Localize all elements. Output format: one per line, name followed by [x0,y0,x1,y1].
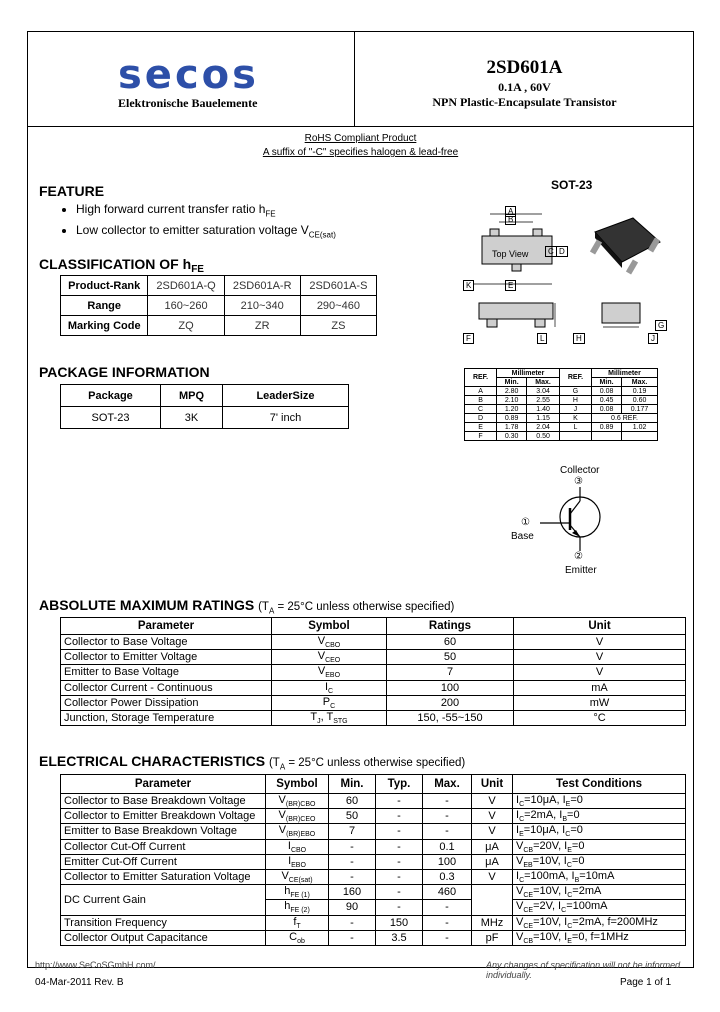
table-cell: 60 [387,635,514,650]
table-row [465,414,658,423]
table-row [61,775,686,794]
table-cell: $I_C=100mA$, $I_B=10mA$ [513,869,686,884]
table-cell: H [559,396,591,405]
table-cell: D [465,414,497,423]
table-cell: 1.20 [497,405,527,414]
table-cell: Collector Current - Continuous [61,680,272,695]
part-description: NPN Plastic-Encapsulate Transistor [432,95,617,109]
table-cell: Junction, Storage Temperature [61,710,272,725]
table-row [465,432,658,441]
table-cell: G [559,387,591,396]
table-cell: ZS [300,316,376,336]
table-cell: - [376,839,423,854]
table-cell: Collector to Emitter Saturation Voltage [61,869,266,884]
table-header: Typ. [376,775,423,794]
table-row [465,405,658,414]
table-cell: 90 [329,900,376,915]
table-header: MPQ [160,385,222,407]
table-cell: - [376,809,423,824]
table-cell: - [423,794,472,809]
table-cell: $h_{FE (1)}$ [266,885,329,900]
header-divider [354,31,355,127]
table-row [61,695,686,710]
table-header: Millimeter [497,369,560,378]
top-view-label: Top View [492,249,529,259]
package-label: SOT-23 [551,178,593,192]
table-cell: 3.04 [527,387,560,396]
table-cell: $V_{CE}=2V$, $I_C=100mA$ [513,900,686,915]
table-cell: - [423,915,472,930]
table-cell: 2.10 [497,396,527,405]
table-cell: - [376,854,423,869]
dim-label-k: K [463,280,474,291]
table-row [61,869,686,884]
footer-notice: Any changes of specification will not be informed individually. [486,960,681,980]
abs-max-title: ABSOLUTE MAXIMUM RATINGS ($T_A = 25^\circ C$ unless otherwise specified) [39,597,455,616]
table-cell: $I_E=10\mu A$, $I_C=0$ [513,824,686,839]
transistor-symbol [520,475,610,575]
table-cell: 60 [329,794,376,809]
table-cell: - [376,885,423,900]
table-row [61,296,377,316]
footer-page: Page 1 of 1 [620,977,672,988]
package-info-table [60,384,349,429]
table-cell: 210~340 [224,296,300,316]
table-row [61,680,686,695]
table-cell: V [514,650,686,665]
table-cell: $V_{CE}=10V$, $I_C=2mA$, f=200MHz [513,915,686,930]
part-number: 2SD601A [486,57,563,78]
table-row [61,618,686,635]
table-cell: 0.60 [622,396,658,405]
table-cell: V [472,869,513,884]
table-cell: Emitter to Base Breakdown Voltage [61,824,266,839]
table-header: REF. [465,369,497,387]
table-cell [559,432,591,441]
table-cell: $V_{CEO}$ [272,650,387,665]
table-cell: $I_{EBO}$ [266,854,329,869]
table-cell: 3.5 [376,930,423,945]
table-row [61,665,686,680]
table-row [61,794,686,809]
table-cell: 0.177 [622,405,658,414]
table-cell: 100 [387,680,514,695]
table-cell [472,885,513,915]
classification-title: CLASSIFICATION OF $h_{FE}$ [39,256,204,275]
table-cell [622,432,658,441]
table-header: Max. [622,378,658,387]
table-cell: 0.45 [591,396,621,405]
table-cell: 2SD601A-Q [148,276,224,296]
table-header: Parameter [61,618,272,635]
pin-emitter: ② [574,551,583,562]
table-row [465,369,658,378]
table-cell: 7 [387,665,514,680]
table-header: Unit [472,775,513,794]
table-cell: L [559,423,591,432]
table-cell: $V_{CB}=20V$, $I_E=0$ [513,839,686,854]
abs-max-table [60,617,686,726]
table-cell: Product-Rank [61,276,148,296]
table-header: Test Conditions [513,775,686,794]
table-cell: Transition Frequency [61,915,266,930]
table-cell: - [423,930,472,945]
table-header: Millimeter [591,369,657,378]
table-cell: V [472,794,513,809]
feature-item: • High forward current transfer ratio $h_{FE}$ [76,201,336,222]
table-cell: 0.50 [527,432,560,441]
table-cell: °C [514,710,686,725]
table-cell: Collector Cut-Off Current [61,839,266,854]
table-cell: ZQ [148,316,224,336]
table-cell: mW [514,695,686,710]
table-cell: K [559,414,591,423]
table-cell: Emitter to Base Voltage [61,665,272,680]
table-row [61,276,377,296]
table-cell: 150 [376,915,423,930]
table-row [61,915,686,930]
table-cell: - [376,824,423,839]
table-cell: $V_{EBO}$ [272,665,387,680]
table-cell: 160 [329,885,376,900]
table-cell [591,432,621,441]
table-cell: 290~460 [300,296,376,316]
table-cell: $I_C=10\mu A$, $I_E=0$ [513,794,686,809]
table-header: Symbol [272,618,387,635]
footer-date: 04-Mar-2011 Rev. B [35,977,124,988]
table-cell: $V_{(BR)CBO}$ [266,794,329,809]
table-cell: $I_C=2mA$, $I_B=0$ [513,809,686,824]
table-cell: Collector to Emitter Breakdown Voltage [61,809,266,824]
table-cell: 0.3 [423,869,472,884]
table-header: REF. [559,369,591,387]
footer-url: http://www.SeCoSGmbH.com/ [35,960,156,970]
table-row [61,930,686,945]
table-row [61,839,686,854]
table-header: Symbol [266,775,329,794]
collector-label: Collector [560,465,600,476]
table-cell: - [423,900,472,915]
table-cell: Marking Code [61,316,148,336]
table-row [465,387,658,396]
table-cell: 0.30 [497,432,527,441]
emitter-label: Emitter [565,565,597,576]
table-cell: $P_C$ [272,695,387,710]
pin-base: ① [521,517,530,528]
table-cell: - [423,809,472,824]
table-cell: 7 [329,824,376,839]
table-cell: $V_{EB}=10V$, $I_C=0$ [513,854,686,869]
table-cell: - [329,869,376,884]
table-cell: - [329,930,376,945]
table-header: Package [61,385,161,407]
table-cell: μA [472,854,513,869]
table-row [61,885,686,900]
table-cell: - [376,794,423,809]
dim-label-c: C [545,246,557,257]
feature-title: FEATURE [39,183,105,199]
table-cell: V [514,635,686,650]
table-cell: $T_J$, $T_{STG}$ [272,710,387,725]
table-cell: $V_{(BR)CEO}$ [266,809,329,824]
table-cell: Collector Power Dissipation [61,695,272,710]
table-row [61,385,349,407]
table-row [61,809,686,824]
elec-char-title: ELECTRICAL CHARACTERISTICS ($T_A = 25^\circ C$ unless otherwise specified) [39,753,466,772]
company-logo: secos [118,52,259,98]
logo-subtitle: Elektronische Bauelemente [118,96,258,110]
table-cell: 0.89 [591,423,621,432]
table-row [465,423,658,432]
dim-label-j: J [648,333,658,344]
table-cell: A [465,387,497,396]
table-cell: - [423,824,472,839]
table-cell: F [465,432,497,441]
table-cell: 0.6 REF. [591,414,657,423]
table-cell: $V_{(BR)EBO}$ [266,824,329,839]
table-cell: $I_{CBO}$ [266,839,329,854]
table-cell: pF [472,930,513,945]
table-cell: 0.89 [497,414,527,423]
table-row [61,316,377,336]
table-cell: 1.15 [527,414,560,423]
halogen-line: A suffix of "-C" specifies halogen & lead-free [262,147,459,158]
table-row [465,396,658,405]
table-cell: Collector to Emitter Voltage [61,650,272,665]
table-cell: 1.78 [497,423,527,432]
table-header: Min. [591,378,621,387]
table-cell: $V_{CE}=10V$, $I_C=2mA$ [513,885,686,900]
table-cell: V [514,665,686,680]
table-cell: mA [514,680,686,695]
table-cell: 160~260 [148,296,224,316]
table-cell: - [376,900,423,915]
table-cell: 2.80 [497,387,527,396]
table-cell: 7' inch [223,407,349,429]
table-row [61,407,349,429]
table-row [61,854,686,869]
table-cell: 0.08 [591,387,621,396]
dim-label-g: G [655,320,667,331]
feature-list [58,201,336,244]
table-cell: 2.04 [527,423,560,432]
table-cell: 1.02 [622,423,658,432]
table-cell: ZR [224,316,300,336]
table-cell: V [472,809,513,824]
package-info-title: PACKAGE INFORMATION [39,364,210,380]
table-row [61,635,686,650]
table-row [61,824,686,839]
table-cell: 0.08 [591,405,621,414]
table-cell: $V_{CB}=10V$, $I_E=0$, f=1MHz [513,930,686,945]
table-cell: 50 [329,809,376,824]
table-cell: $f_T$ [266,915,329,930]
table-cell: 2SD601A-R [224,276,300,296]
table-cell: 50 [387,650,514,665]
dim-label-e: E [505,280,516,291]
table-header: Unit [514,618,686,635]
table-cell: Range [61,296,148,316]
table-header: Max. [423,775,472,794]
table-header: Max. [527,378,560,387]
table-cell: 0.1 [423,839,472,854]
table-cell: 2SD601A-S [300,276,376,296]
table-cell: $C_{ob}$ [266,930,329,945]
table-cell: MHz [472,915,513,930]
table-header: Min. [329,775,376,794]
part-spec: 0.1A , 60V [498,80,551,94]
table-cell: $V_{CBO}$ [272,635,387,650]
table-cell: - [329,915,376,930]
feature-item: • Low collector to emitter saturation voltage $V_{CE(sat)}$ [76,222,336,243]
dim-label-b: B [505,214,516,225]
table-cell: $V_{CE(sat)}$ [266,869,329,884]
table-cell: - [329,854,376,869]
table-cell: E [465,423,497,432]
table-row [61,650,686,665]
dim-label-f: F [463,333,474,344]
table-cell: 200 [387,695,514,710]
table-cell: SOT-23 [61,407,161,429]
table-cell: J [559,405,591,414]
table-header: Parameter [61,775,266,794]
table-cell: 2.55 [527,396,560,405]
table-cell: 100 [423,854,472,869]
rohs-line: RoHS Compliant Product [304,133,417,144]
classification-table [60,275,377,336]
pin-collector: ③ [574,476,583,487]
table-cell: 0.19 [622,387,658,396]
table-cell: μA [472,839,513,854]
table-cell: C [465,405,497,414]
dim-label-l: L [537,333,547,344]
dim-label-d: D [556,246,568,257]
table-cell: Collector Output Capacitance [61,930,266,945]
table-cell: 3K [160,407,222,429]
table-cell: - [376,869,423,884]
table-cell: $h_{FE (2)}$ [266,900,329,915]
dimension-table [464,368,658,441]
table-header: Min. [497,378,527,387]
dim-label-a: A [505,206,516,217]
elec-char-table [60,774,686,946]
table-header: LeaderSize [223,385,349,407]
table-cell: 1.40 [527,405,560,414]
table-cell: Emitter Cut-Off Current [61,854,266,869]
table-cell: Collector to Base Breakdown Voltage [61,794,266,809]
table-cell: 460 [423,885,472,900]
table-row [61,710,686,725]
dim-label-h: H [573,333,585,344]
base-label: Base [511,531,534,542]
table-cell: 150, -55~150 [387,710,514,725]
table-cell: V [472,824,513,839]
table-header: Ratings [387,618,514,635]
table-cell: $I_C$ [272,680,387,695]
table-cell: Collector to Base Voltage [61,635,272,650]
table-cell: DC Current Gain [61,885,266,915]
table-cell: - [329,839,376,854]
table-cell: B [465,396,497,405]
